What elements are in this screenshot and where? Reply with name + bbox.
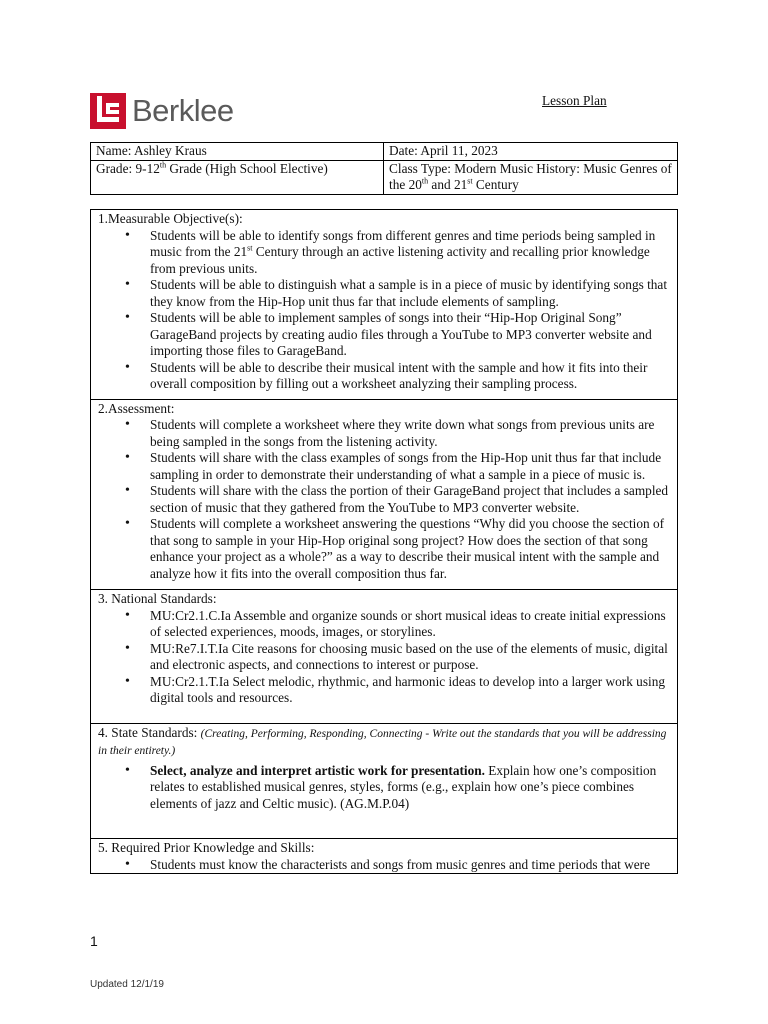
- info-row: [91, 160, 678, 194]
- list-item: • Students will be able to distinguish what a sample is in a piece of music by identifying songs that they know from the Hip-Hop unit thus far that include elements of sampling.: [150, 277, 669, 310]
- berklee-logo: [90, 93, 234, 129]
- state-standards-note: (Creating, Performing, Responding, Connecting - Write out the standards that you will be addressing in their entirety.): [98, 727, 667, 757]
- list-item: • MU:Cr2.1.T.Ia Select melodic, rhythmic, and harmonic ideas to develop into a larger work using digital tools and resources.: [150, 674, 669, 707]
- list-item: • Students must know the characterists and songs from music genres and time periods that were: [150, 857, 669, 874]
- lesson-info-table: [90, 142, 678, 195]
- updated-date: Updated 12/1/19: [90, 979, 164, 990]
- section-heading: 5. Required Prior Knowledge and Skills:: [98, 840, 315, 855]
- list-item: • Students will share with the class the portion of their GarageBand project that includes a sampled section of music that they gathered from the YouTube to MP3 converter website.: [150, 483, 669, 516]
- teacher-name: Name: Ashley Kraus: [91, 143, 384, 161]
- section-national-standards: [91, 591, 677, 724]
- lesson-date: Date: April 11, 2023: [384, 143, 678, 161]
- brand-name: Berklee: [132, 92, 234, 128]
- list-item: • Students will share with the class examples of songs from the Hip-Hop unit thus far that include sampling in order to demonstrate their understanding of what a sample in a piece of music is.: [150, 450, 669, 483]
- section-objectives: [91, 211, 677, 400]
- list-item: • MU:Re7.I.T.Ia Cite reasons for choosing music based on the use of the elements of music, digital and electronic aspects, and connections to interest or purpose.: [150, 641, 669, 674]
- class-type-cell: Class Type: Modern Music History: Music Genres of the 20th and 21st Century: [384, 160, 678, 194]
- list-item: • Students will be able to implement samples of songs into their “Hip-Hop Original Song” GarageBand projects by creating audio files through a YouTube to MP3 converter website and importing those files to GarageBand.: [150, 310, 669, 360]
- prior-knowledge-list: [98, 857, 677, 874]
- state-standards-list: [98, 763, 677, 813]
- list-item: • Select, analyze and interpret artistic work for presentation. Explain how one’s composition relates to established musical genres, styles, forms (e.g., explain how one’s piece combines elements of jazz and Celtic music). (AG.M.P.04): [150, 763, 669, 813]
- list-item: • MU:Cr2.1.C.Ia Assemble and organize sounds or short musical ideas to create initial expressions of selected experiences, moods, images, or storylines.: [150, 608, 669, 641]
- assessment-list: [98, 417, 677, 582]
- section-heading: 1.Measurable Objective(s):: [98, 211, 243, 226]
- list-item: • Students will be able to describe their musical intent with the sample and how it fits into their overall composition by filling out a worksheet analyzing their sampling process.: [150, 360, 669, 393]
- section-heading: 3. National Standards:: [98, 591, 217, 606]
- section-assessment: [91, 401, 677, 591]
- list-item: • Students will complete a worksheet where they write down what songs from previous units are being sampled in the songs from the listening activity.: [150, 417, 669, 450]
- document-type-label: Lesson Plan: [542, 93, 607, 108]
- section-prior-knowledge: [91, 840, 677, 873]
- national-standards-list: [98, 608, 677, 707]
- objectives-list: [98, 228, 677, 393]
- section-heading: 4. State Standards: (Creating, Performing, Responding, Connecting - Write out the standards that you will be addressing in their entirety.): [98, 724, 667, 757]
- list-item: • Students will be able to identify songs from different genres and time periods being sampled in music from the 21st Century through an active listening activity and recalling prior knowledge from previous units.: [150, 228, 669, 278]
- section-state-standards: [91, 725, 677, 840]
- page-number: 1: [90, 933, 98, 949]
- grade-cell: Grade: 9-12th Grade (High School Elective): [91, 160, 384, 194]
- berklee-logo-icon: [90, 93, 126, 129]
- info-row: [91, 143, 678, 161]
- lesson-sections: [90, 209, 678, 874]
- list-item: • Students will complete a worksheet answering the questions “Why did you choose the section of that song to sample in your Hip-Hop original song project? How does the section of that song enhance your project as a whole?” as a way to describe their musical intent with the sample and analyze how it fits into the overall composition thus far.: [150, 516, 669, 582]
- section-heading: 2.Assessment:: [98, 400, 175, 416]
